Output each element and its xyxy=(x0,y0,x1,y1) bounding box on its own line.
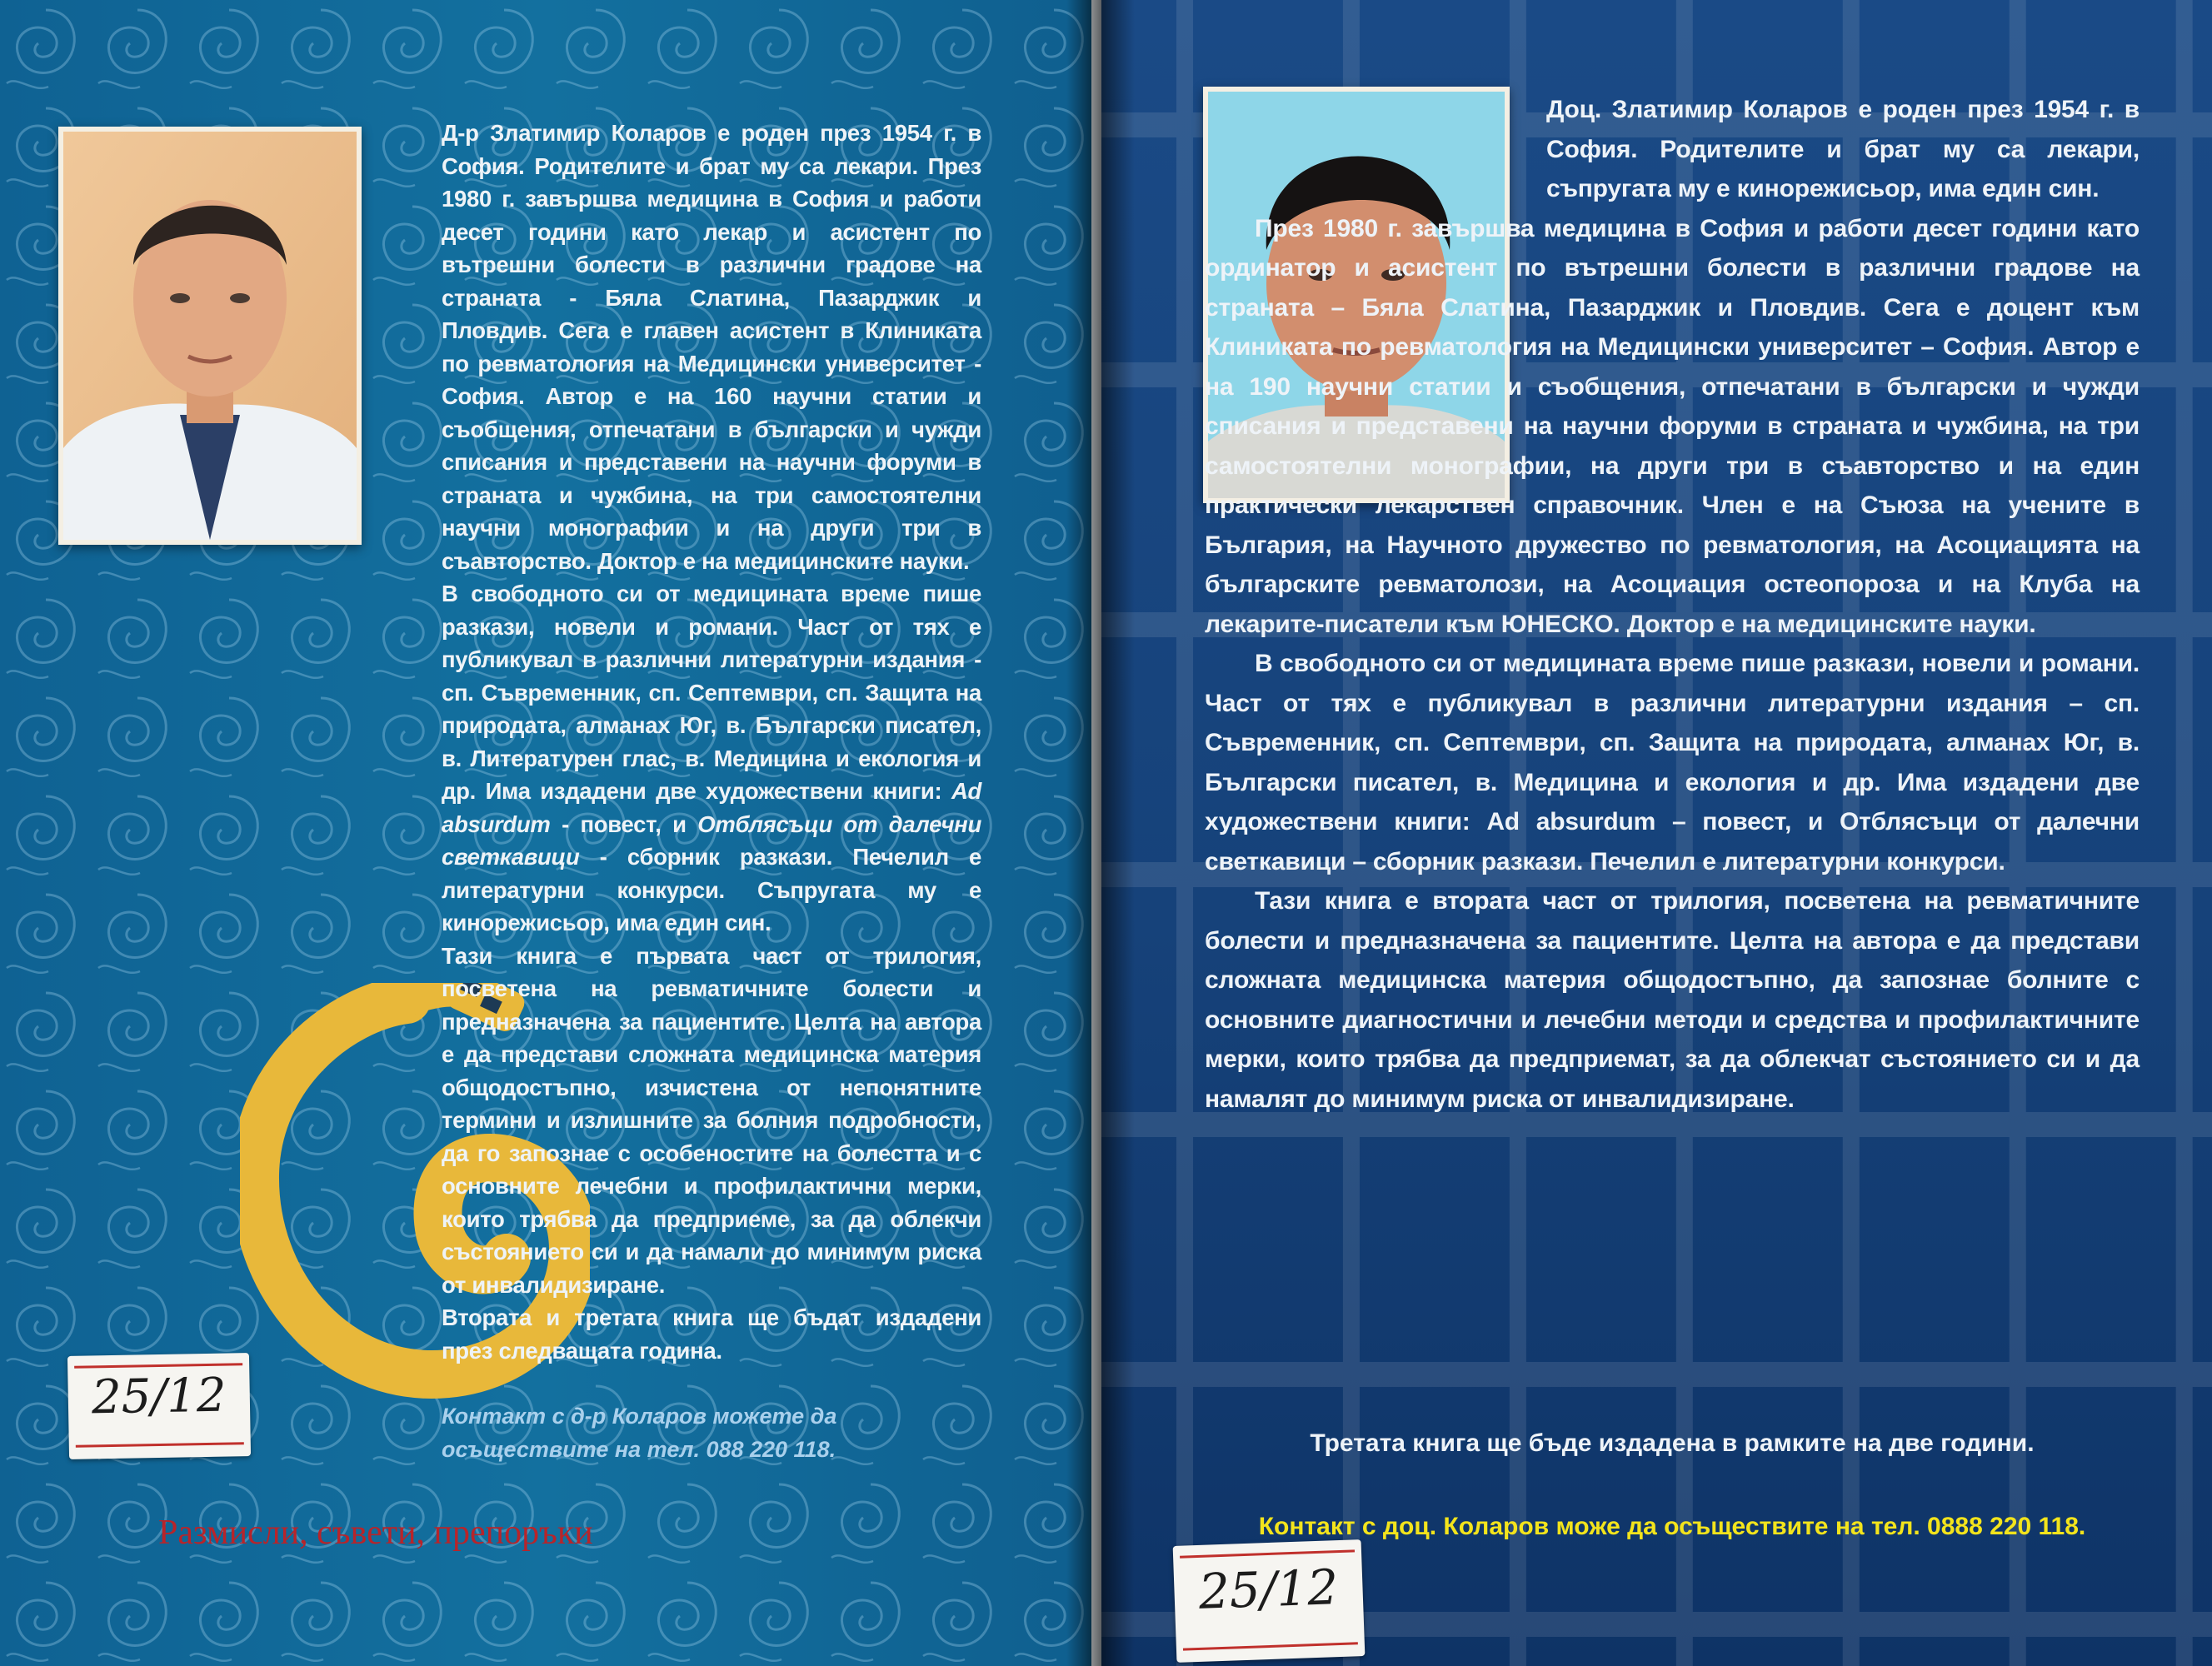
left-bio-book-desc-2: - сборник разкази. Печелил е литературни конкурси. Съпругата му е кинорежисьор, има един син. xyxy=(442,844,981,935)
right-bio-paragraph-2: През 1980 г. завършва медицина в София и работи десет години като ординатор и асистент по вътрешни болести в различни градове на страната – Бяла Слатина, Пазарджик и Пловдив. Сега е доцент към Клиниката по ревматология на Медицински университет – София. Автор е на 190 научни статии и съобщения, отпечатани в български и чужди списания и представени на научни форуми в страната и чужбина, на три самостоятелни монографии, на други три в съавторство и на един практически лекарствен справочник. Член е на Съюза на учените в България, на Научното дружество по ревматология, на Асоциацията на българските ревматолози, на Асоциация остеопороза и на Клуба на лекарите-писатели към ЮНЕСКО. Доктор е на медицинските науки. xyxy=(1205,214,2140,638)
left-bio-paragraph-3: Тази книга е първата част от трилогия, посветена на ревматичните болести и предназначена за пациентите. Целта на автора е да представи сложната медицинска материя общодостъпно, изчистена от непонятните термини и излишните за болния подробности, да го запознае с особеностите на болестта и с основните лечебни и профилактични мерки, които трябва да предприеме, за да облекчи състоянието си и да намали до минимум риска от инвалидизиране. xyxy=(442,942,981,1298)
right-closing-note: Третата книга ще бъде издадена в рамките на две години. xyxy=(1310,1429,2035,1457)
left-bio-books-intro: В свободното си от медицината време пише разкази, новели и романи. Част от тях е публикувал в различни литературни издания - сп. Съвременник, сп. Септември, сп. Защита на природата, алманах Юг, в. Български писател, в. Литературен глас, в. Медицина и екология и др. Има издадени две художествени книги: xyxy=(442,581,981,804)
left-bio-book-title-2: Отблясъци от далечни светкавици xyxy=(442,811,981,870)
price-sticker-right-text: 25/12 xyxy=(1197,1559,1340,1620)
left-bio-paragraph-1: Д-р Златимир Коларов е роден през 1954 г. в София. Родителите и брат му са лекари. През 1980 г. завършва медицина в София и работи десет години като лекар и асистент по вътрешни болести в различни градове на страната - Бяла Слатина, Пазарджик и Пловдив. Сега е главен асистент в Клиниката по ревматология на Медицински университет - София. Автор е на 160 научни статии и съобщения, отпечатани в български и чужди списания и представени на научни форуми в страната и чужбина, на три самостоятелни научни монографии и на други три в съавторство. Доктор е на медицинските науки. xyxy=(442,120,981,574)
left-book-back-cover xyxy=(0,0,1091,1666)
left-subtitle: Размисли, съвети, препоръки xyxy=(158,1514,593,1552)
price-sticker-right xyxy=(1173,1539,1366,1663)
left-bio-paragraph-4: Втората и третата книга ще бъдат издадени през следващата година. xyxy=(442,1304,981,1364)
right-bio-paragraph-4: Тази книга е втората част от трилогия, посветена на ревматичните болести и предназначена за пациентите. Целта на автора е да представи сложната медицинска материя общодостъпно, да запознае болните с основните диагностични и лечебни методи и средства и профилактичните мерки, които трябва да предприемат, за да облекчат състоянието си и да намалят до минимум риска от инвалидизиране. xyxy=(1205,887,2140,1113)
right-author-bio xyxy=(1205,90,2140,1119)
author-photo-left xyxy=(58,127,362,545)
left-author-bio xyxy=(442,117,981,1367)
price-sticker-left-text: 25/12 xyxy=(91,1368,227,1425)
gap-between-books xyxy=(1091,0,1101,1666)
left-bio-book-desc-1: - повест, и xyxy=(550,811,698,837)
right-bio-paragraph-1: Доц. Златимир Коларов е роден през 1954 г. в София. Родителите и брат му са лекари, съпругата му е кинорежисьор, има един син. xyxy=(1546,96,2140,202)
right-bio-paragraph-3: В свободното си от медицината време пише разкази, новели и романи. Част от тях е публикувал в различни литературни издания – сп. Съвременник, сп. Септември, сп. Защита на природата, алманах Юг, в. Български писател, в. Медицина и екология и др. Има издадени две художествени книги: Ad absurdum – повест, и Отблясъци от далечни светкавици – сборник разкази. Печелил е литературни конкурси. xyxy=(1205,650,2140,875)
price-sticker-left xyxy=(67,1353,251,1459)
left-contact-line: Контакт с д-р Коларов можете да осъществите на тел. 088 220 118. xyxy=(442,1404,837,1462)
left-bio-paragraph-2 xyxy=(442,577,981,940)
left-bio-book-title-1: Ad absurdum xyxy=(442,778,981,837)
right-contact-line: Контакт с доц. Коларов може да осъществите на тел. 0888 220 118. xyxy=(1258,1513,2086,1540)
